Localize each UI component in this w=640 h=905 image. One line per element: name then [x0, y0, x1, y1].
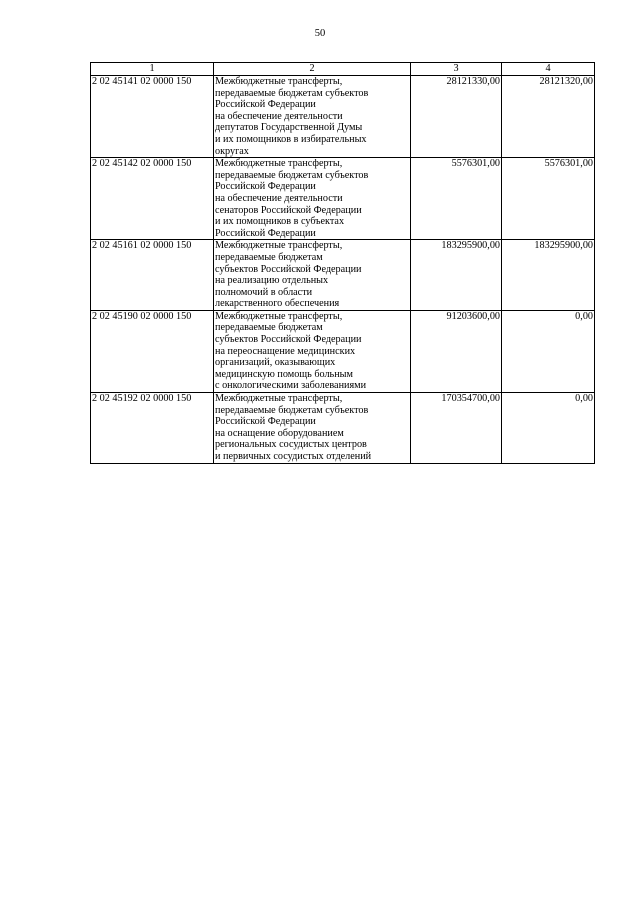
description-line: и первичных сосудистых отделений: [215, 451, 372, 462]
table-row: [91, 76, 595, 158]
table-header-row: [91, 63, 595, 76]
table-row: [91, 310, 595, 392]
amount-col3: 170354700,00: [411, 393, 502, 464]
budget-code: 2 02 45142 02 0000 150: [91, 158, 214, 240]
description-line: передаваемые бюджетам: [215, 251, 323, 263]
description-line: субъектов Российской Федерации: [215, 263, 362, 275]
description-line: передаваемые бюджетам субъектов: [215, 87, 369, 99]
description-line: депутатов Государственной Думы: [215, 122, 363, 134]
page-number: 50: [314, 28, 326, 39]
description-line: Межбюджетные трансферты,: [215, 393, 343, 405]
amount-col4: 28121320,00: [502, 76, 595, 158]
description-line: с онкологическими заболеваниями: [215, 380, 367, 392]
description: [214, 310, 411, 392]
description-line: Российской Федерации: [215, 181, 316, 193]
description: [214, 76, 411, 158]
budget-code: 2 02 45190 02 0000 150: [91, 310, 214, 392]
description-line: передаваемые бюджетам субъектов: [215, 404, 369, 416]
column-header-2: 2: [214, 63, 411, 76]
description-line: Межбюджетные трансферты,: [215, 158, 343, 170]
budget-code: 2 02 45192 02 0000 150: [91, 393, 214, 464]
description-line: Российской Федерации: [215, 99, 316, 111]
description-line: региональных сосудистых центров: [215, 439, 367, 451]
budget-code: 2 02 45141 02 0000 150: [91, 76, 214, 158]
description-line: на обеспечение деятельности: [215, 110, 343, 122]
column-header-3: 3: [411, 63, 502, 76]
table-row: [91, 393, 595, 464]
budget-code: 2 02 45161 02 0000 150: [91, 240, 214, 311]
description-line: медицинскую помощь больным: [215, 368, 353, 380]
description-line: на оснащение оборудованием: [215, 427, 344, 439]
description-line: и их помощников в субъектах: [215, 216, 345, 228]
amount-col3: 91203600,00: [411, 310, 502, 392]
description-line: субъектов Российской Федерации: [215, 334, 362, 346]
description: [214, 393, 411, 464]
description-line: Российской Федерации: [215, 227, 316, 239]
description-line: на переоснащение медицинских: [215, 345, 356, 357]
amount-col4: 0,00: [502, 310, 595, 392]
amount-col4: 183295900,00: [502, 240, 595, 311]
amount-col3: 5576301,00: [411, 158, 502, 240]
description-line: Российской Федерации: [215, 416, 316, 428]
description: [214, 158, 411, 240]
budget-table: [90, 62, 595, 464]
amount-col3: 28121330,00: [411, 76, 502, 158]
description-line: передаваемые бюджетам субъектов: [215, 169, 369, 181]
amount-col3: 183295900,00: [411, 240, 502, 311]
description-line: на обеспечение деятельности: [215, 192, 343, 204]
description-line: Межбюджетные трансферты,: [215, 76, 343, 87]
description-line: на реализацию отдельных: [215, 275, 329, 287]
description-line: лекарственного обеспечения: [215, 298, 340, 310]
description-line: сенаторов Российской Федерации: [215, 204, 362, 216]
description-line: Межбюджетные трансферты,: [215, 240, 343, 252]
description-line: и их помощников в избирательных: [215, 133, 367, 145]
table-row: [91, 240, 595, 311]
description-line: округах: [215, 145, 249, 157]
description-line: организаций, оказывающих: [215, 357, 336, 369]
column-header-4: 4: [502, 63, 595, 76]
description-line: передаваемые бюджетам: [215, 322, 323, 334]
amount-col4: 0,00: [502, 393, 595, 464]
description-line: полномочий в области: [215, 286, 313, 298]
amount-col4: 5576301,00: [502, 158, 595, 240]
description-line: Межбюджетные трансферты,: [215, 310, 343, 322]
column-header-1: 1: [91, 63, 214, 76]
description: [214, 240, 411, 311]
table-row: [91, 158, 595, 240]
